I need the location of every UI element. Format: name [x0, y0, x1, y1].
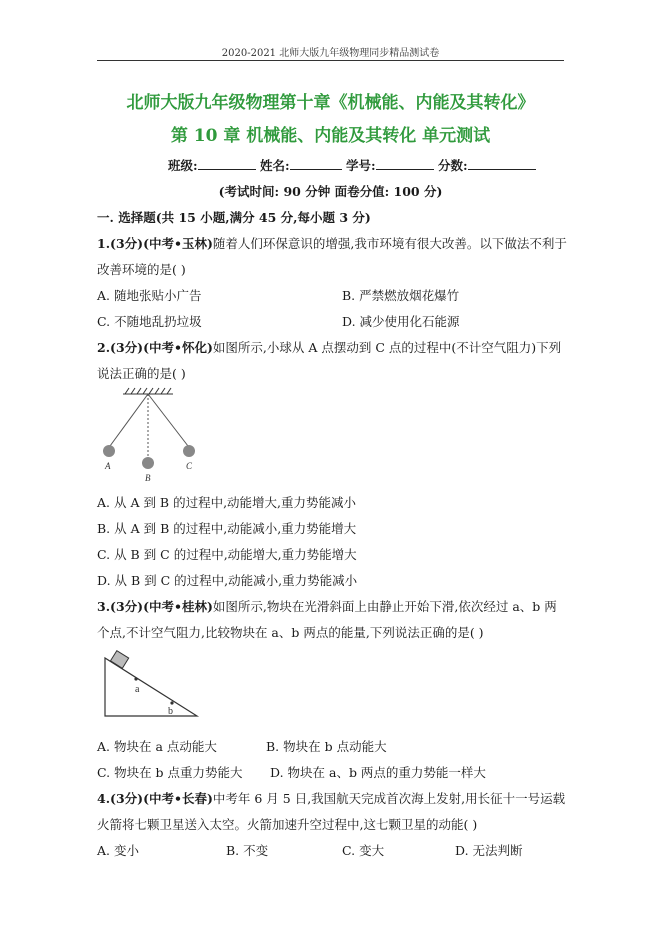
running-header: 2020-2021 北师大版九年级物理同步精品测试卷 [221, 48, 440, 59]
ceiling-hatch [123, 388, 173, 394]
ball-c [183, 445, 195, 457]
exam-meta: (考试时间: 90 分钟 面卷分值: 100 分) [218, 184, 443, 199]
ball-b [142, 457, 154, 469]
q4-stem-line1: 中考年 6 月 5 日,我国航天完成首次海上发射,用长征十一号运载 [212, 791, 566, 806]
q3-option-b[interactable]: B. 物块在 b 点动能大 [266, 739, 387, 754]
question-1 [97, 234, 567, 252]
q1-stem-line2: 改善环境的是( ) [97, 262, 186, 277]
q3-option-a[interactable]: A. 物块在 a 点动能大 [97, 739, 217, 754]
section-heading: 一. 选择题(共 15 小题,满分 45 分,每小题 3 分) [97, 210, 371, 225]
q4-prefix: 4.(3分)(中考•长春) [97, 791, 213, 806]
main-title: 北师大版九年级物理第十章《机械能、内能及其转化》 [126, 93, 535, 113]
label-b: b [168, 706, 173, 717]
name-label: 姓名: [259, 158, 290, 173]
score-blank[interactable] [468, 157, 536, 170]
pendulum-figure [95, 386, 215, 483]
q4-option-a[interactable]: A. 变小 [97, 843, 139, 858]
q2-stem-line1: 如图所示,小球从 A 点摆动到 C 点的过程中(不计空气阻力)下列 [212, 340, 562, 355]
string-a [110, 394, 148, 446]
point-b [170, 701, 173, 704]
q1-prefix: 1.(3分)(中考•玉林) [97, 236, 213, 251]
ball-a [103, 445, 115, 457]
q4-option-c[interactable]: C. 变大 [342, 843, 385, 858]
q1-option-b[interactable]: B. 严禁燃放烟花爆竹 [342, 288, 460, 303]
label-c: C [186, 461, 193, 471]
name-blank[interactable] [290, 157, 342, 170]
q3-option-c[interactable]: C. 物块在 b 点重力势能大 [97, 765, 243, 780]
q1-stem-line1: 随着人们环保意识的增强,我市环境有很大改善。以下做法不利于 [212, 236, 567, 251]
q2-stem-line2: 说法正确的是( ) [97, 366, 186, 381]
q1-option-d[interactable]: D. 减少使用化石能源 [342, 314, 460, 329]
q4-option-b[interactable]: B. 不变 [226, 843, 269, 858]
q4-stem-line2: 火箭将七颗卫星送入太空。火箭加速升空过程中,这七颗卫星的动能( ) [97, 817, 478, 832]
q3-stem-line2: 个点,不计空气阻力,比较物块在 a、b 两点的能量,下列说法正确的是( ) [97, 625, 484, 640]
q2-option-c[interactable]: C. 从 B 到 C 的过程中,动能增大,重力势能增大 [97, 547, 357, 562]
sliding-block [110, 651, 128, 669]
label-a: a [135, 684, 140, 695]
q3-prefix: 3.(3分)(中考•桂林) [97, 599, 213, 614]
incline-triangle [105, 658, 197, 716]
class-label: 班级: [168, 158, 198, 173]
label-b: B [145, 473, 151, 483]
q2-prefix: 2.(3分)(中考•怀化) [97, 340, 213, 355]
class-blank[interactable] [198, 157, 256, 170]
q2-option-d[interactable]: D. 从 B 到 C 的过程中,动能减小,重力势能减小 [97, 573, 358, 588]
q4-option-d[interactable]: D. 无法判断 [455, 843, 523, 858]
point-a [134, 677, 137, 680]
id-label: 学号: [345, 158, 376, 173]
q1-option-a[interactable]: A. 随地张贴小广告 [97, 288, 202, 303]
id-blank[interactable] [376, 157, 434, 170]
question-2 [97, 338, 561, 356]
sub-title: 第 10 章 机械能、内能及其转化 单元测试 [170, 126, 491, 146]
header-rule [97, 60, 564, 61]
q1-option-c[interactable]: C. 不随地乱扔垃圾 [97, 314, 202, 329]
score-label: 分数: [437, 158, 468, 173]
q3-stem-line1: 如图所示,物块在光滑斜面上由静止开始下滑,依次经过 a、b 两 [212, 599, 557, 614]
string-c [148, 394, 188, 446]
q2-option-b[interactable]: B. 从 A 到 B 的过程中,动能减小,重力势能增大 [97, 521, 357, 536]
label-a: A [105, 461, 111, 471]
q2-option-a[interactable]: A. 从 A 到 B 的过程中,动能增大,重力势能减小 [97, 495, 357, 510]
question-4 [97, 789, 565, 807]
q3-option-d[interactable]: D. 物块在 a、b 两点的重力势能一样大 [270, 765, 486, 780]
info-row [168, 156, 536, 174]
incline-figure [100, 648, 210, 723]
question-3 [97, 597, 557, 615]
